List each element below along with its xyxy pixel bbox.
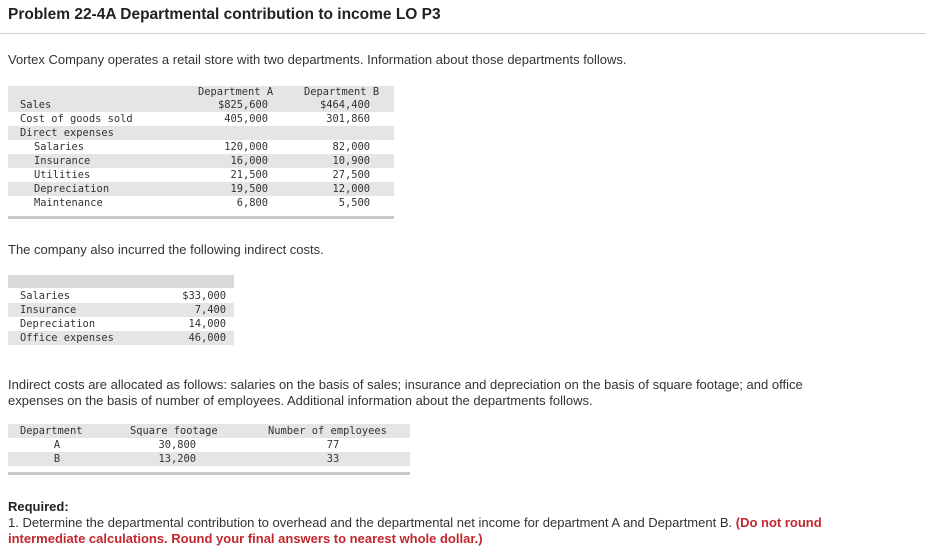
table-bottom-rule xyxy=(8,472,410,475)
table-row xyxy=(8,289,234,303)
table-row xyxy=(8,452,410,466)
row-label: Utilities xyxy=(34,169,91,181)
header-dept-b: Department B xyxy=(304,86,380,98)
value-a: 19,500 xyxy=(230,183,268,195)
page-title: Problem 22-4A Departmental contribution to income LO P3 xyxy=(8,6,441,23)
sqft-cell: 13,200 xyxy=(158,453,196,465)
table-row xyxy=(8,182,394,196)
table-row xyxy=(8,303,234,317)
indirect-costs-table xyxy=(8,275,234,350)
required-text: 1. Determine the departmental contribution to overhead and the departmental net income for department A and Department B. xyxy=(8,515,733,530)
row-value: 7,400 xyxy=(194,304,226,316)
header-department: Department xyxy=(20,425,83,437)
intro-text: Vortex Company operates a retail store with two departments. Information about those departments follows. xyxy=(8,52,627,67)
table-row xyxy=(8,331,234,345)
value-a: 120,000 xyxy=(224,141,268,153)
row-value: 46,000 xyxy=(188,332,226,344)
value-b: 82,000 xyxy=(332,141,370,153)
table-row xyxy=(8,126,394,140)
header-employees: Number of employees xyxy=(268,425,387,437)
employees-cell: 77 xyxy=(326,439,340,451)
table-row xyxy=(8,140,394,154)
value-b: 5,500 xyxy=(338,197,370,209)
table-row xyxy=(8,168,394,182)
dept-cell: A xyxy=(53,439,61,451)
value-b: 301,860 xyxy=(326,113,370,125)
row-label: Depreciation xyxy=(34,183,110,195)
row-label: Direct expenses xyxy=(20,127,114,139)
value-a: 6,800 xyxy=(236,197,268,209)
row-label: Office expenses xyxy=(20,332,114,344)
row-label: Maintenance xyxy=(34,197,103,209)
row-label: Sales xyxy=(20,99,52,111)
title-divider xyxy=(0,33,926,34)
table-row xyxy=(8,154,394,168)
table-row xyxy=(8,438,410,452)
table-row xyxy=(8,317,234,331)
department-table xyxy=(8,86,394,222)
required-heading: Required: xyxy=(8,499,69,514)
department-info-table xyxy=(8,424,410,480)
row-label: Insurance xyxy=(20,304,77,316)
value-a: $825,600 xyxy=(217,99,268,111)
table-bottom-rule xyxy=(8,216,394,219)
required-item xyxy=(8,515,868,547)
value-b: 12,000 xyxy=(332,183,370,195)
value-b: 10,900 xyxy=(332,155,370,167)
value-a: 16,000 xyxy=(230,155,268,167)
header-dept-a: Department A xyxy=(198,86,274,98)
row-value: $33,000 xyxy=(182,290,226,302)
row-label: Cost of goods sold xyxy=(20,113,133,125)
sqft-cell: 30,800 xyxy=(158,439,196,451)
row-label: Insurance xyxy=(34,155,91,167)
value-a: 21,500 xyxy=(230,169,268,181)
row-label: Salaries xyxy=(20,290,71,302)
table-row xyxy=(8,112,394,126)
header-square-footage: Square footage xyxy=(130,425,218,437)
table-row xyxy=(8,196,394,210)
row-value: 14,000 xyxy=(188,318,226,330)
employees-cell: 33 xyxy=(326,453,340,465)
value-a: 405,000 xyxy=(224,113,268,125)
table-row xyxy=(8,98,394,112)
table-header-row xyxy=(8,86,394,98)
table-header-row xyxy=(8,424,410,438)
required-section xyxy=(8,499,868,547)
rounding-note: (Do not round intermediate calculations. Round your final answers to nearest whole dollar.) xyxy=(8,515,822,546)
dept-cell: B xyxy=(53,453,61,465)
allocation-text: Indirect costs are allocated as follows: salaries on the basis of sales; insurance and depreciation on the basis of square footage; and office expenses on the basis of number of employees. Additional information about the departments follows. xyxy=(8,377,803,408)
row-label: Depreciation xyxy=(20,318,96,330)
value-b: $464,400 xyxy=(319,99,370,111)
table-header-row xyxy=(8,275,234,288)
row-label: Salaries xyxy=(34,141,85,153)
indirect-intro-text: The company also incurred the following indirect costs. xyxy=(8,242,324,257)
value-b: 27,500 xyxy=(332,169,370,181)
